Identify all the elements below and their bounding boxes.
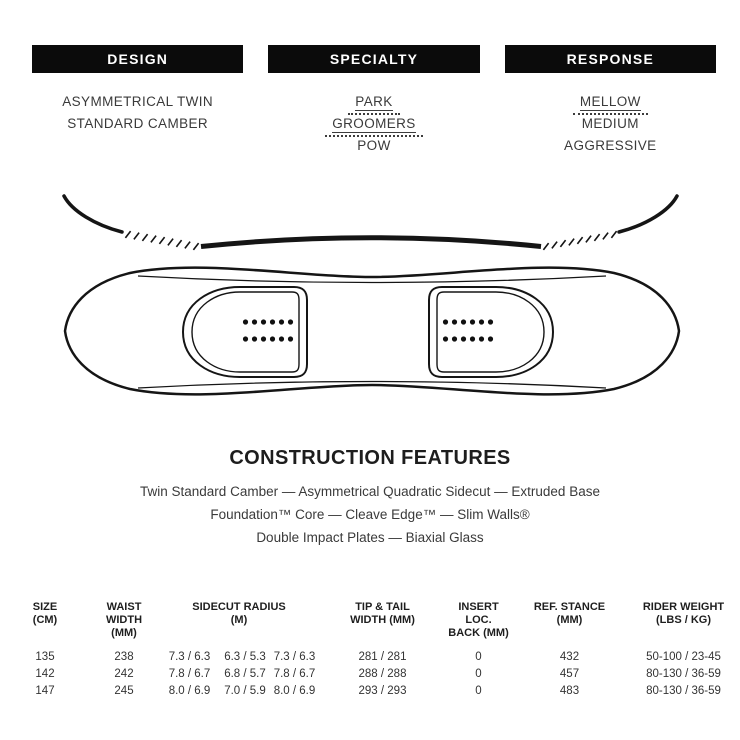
attribute-item: AGGRESSIVE xyxy=(564,138,657,153)
spec-table-row xyxy=(0,666,740,683)
right-hatch-marks xyxy=(543,231,616,250)
spec-table-cell: 6.3 / 5.3 xyxy=(224,651,266,663)
spec-table-cell: 50-100 / 23-45 xyxy=(646,651,721,663)
spec-table-cell: 242 xyxy=(114,668,134,680)
camber-arc xyxy=(201,238,541,247)
design-column xyxy=(32,45,243,160)
specialty-header-bar: SPECIALTY xyxy=(268,45,479,73)
spec-table-row xyxy=(0,649,740,666)
spec-table-cell: 8.0 / 6.9 xyxy=(273,685,316,697)
spec-table-cell: 0 xyxy=(475,685,482,697)
camber-profile-diagram xyxy=(64,196,677,250)
attribute-item: STANDARD CAMBER xyxy=(67,116,209,131)
attribute-columns xyxy=(0,0,740,160)
spec-table-cell: 142 xyxy=(35,668,55,680)
response-header-bar: RESPONSE xyxy=(505,45,716,73)
spec-table-cell: 7.8 / 6.7 xyxy=(273,668,316,680)
spec-table-cell: 7.3 / 6.3 xyxy=(168,651,211,663)
spec-table-cell: 147 xyxy=(35,685,55,697)
spec-table-cell: 245 xyxy=(114,685,134,697)
attribute-item: MELLOW xyxy=(505,94,716,116)
spec-table-cell: 80-130 / 36-59 xyxy=(646,668,721,680)
spec-table-cell: 7.8 / 6.7 xyxy=(168,668,211,680)
header-sidecut-radius: SIDECUT RADIUS (M) xyxy=(192,601,286,626)
spec-table-body xyxy=(0,649,740,700)
attribute-item: ASYMMETRICAL TWIN xyxy=(62,94,214,109)
spec-table-cell: 8.0 / 6.9 xyxy=(168,685,211,697)
attribute-item: PARK xyxy=(268,94,479,116)
construction-feature-line: Twin Standard Camber — Asymmetrical Quadratic Sidecut — Extruded Base xyxy=(140,484,600,499)
construction-feature-line: Foundation™ Core — Cleave Edge™ — Slim Walls® xyxy=(210,507,530,522)
header-size: SIZE (CM) xyxy=(32,601,58,626)
header-tip-tail-width: TIP & TAIL WIDTH (MM) xyxy=(350,601,415,626)
spec-table-cell: 7.3 / 6.3 xyxy=(273,651,316,663)
response-column xyxy=(505,45,716,160)
header-ref-stance: REF. STANCE (MM) xyxy=(533,601,606,626)
specialty-column xyxy=(268,45,479,160)
spec-table-cell: 457 xyxy=(559,668,580,680)
spec-table-row xyxy=(0,683,740,700)
response-items xyxy=(505,94,716,160)
spec-table-cell: 0 xyxy=(475,651,482,663)
header-insert-loc: INSERT LOC. BACK (MM) xyxy=(448,601,509,639)
board-outline xyxy=(65,268,679,395)
spec-table-cell: 7.0 / 5.9 xyxy=(224,685,266,697)
design-items xyxy=(32,94,243,138)
spec-table-cell: 432 xyxy=(559,651,580,663)
construction-feature-line: Double Impact Plates — Biaxial Glass xyxy=(256,530,484,545)
spec-table-header xyxy=(0,601,740,640)
insert-holes xyxy=(243,319,293,341)
board-top-view-diagram xyxy=(65,268,679,395)
construction-features-title: CONSTRUCTION FEATURES xyxy=(229,447,511,469)
header-waist-width: WAIST WIDTH (MM) xyxy=(105,601,143,639)
left-hatch-marks xyxy=(125,231,198,250)
snowboard-diagrams xyxy=(0,189,740,401)
attribute-item: POW xyxy=(357,138,391,153)
spec-table-cell: 80-130 / 36-59 xyxy=(646,685,721,697)
attribute-item: MEDIUM xyxy=(581,116,639,131)
construction-features-list xyxy=(0,480,740,549)
left-tip-curve xyxy=(64,196,122,232)
spec-table-cell: 135 xyxy=(35,651,55,663)
spec-table-cell: 0 xyxy=(475,668,482,680)
specialty-items xyxy=(268,94,479,160)
attribute-item: GROOMERS xyxy=(268,116,479,138)
spec-table xyxy=(0,601,740,700)
insert-pack xyxy=(183,287,307,377)
right-tip-curve xyxy=(619,196,677,232)
spec-table-cell: 6.8 / 5.7 xyxy=(224,668,266,680)
design-header-bar: DESIGN xyxy=(32,45,243,73)
header-rider-weight: RIDER WEIGHT (LBS / KG) xyxy=(642,601,725,626)
spec-table-cell: 293 / 293 xyxy=(358,685,407,697)
spec-table-cell: 238 xyxy=(114,651,134,663)
spec-table-cell: 483 xyxy=(559,685,580,697)
spec-table-cell: 281 / 281 xyxy=(358,651,407,663)
spec-table-cell: 288 / 288 xyxy=(358,668,407,680)
